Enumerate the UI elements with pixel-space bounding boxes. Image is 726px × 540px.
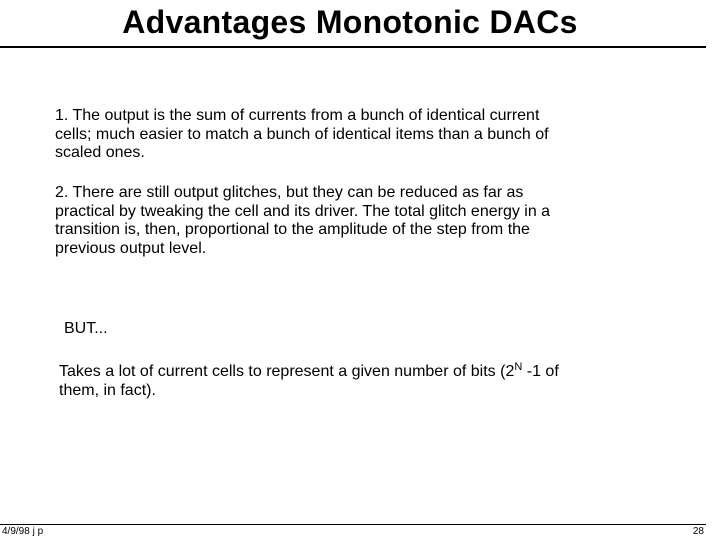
paragraph-2-line: transition is, then, proportional to the amplitude of the step from the — [55, 221, 530, 239]
superscript-n: N — [514, 361, 523, 373]
paragraph-4-line-2: them, in fact). — [59, 381, 156, 399]
paragraph-1-line: scaled ones. — [55, 144, 145, 162]
paragraph-4 — [59, 363, 559, 400]
paragraph-1-line: 1. The output is the sum of currents from a bunch of identical current — [55, 107, 540, 124]
paragraph-1-line: cells; much easier to match a bunch of identical items than a bunch of — [55, 125, 549, 143]
paragraph-4-text-b: -1 of — [522, 363, 559, 380]
page-number: 28 — [692, 526, 704, 537]
paragraph-4-line-1 — [59, 363, 559, 382]
but-label: BUT... — [64, 320, 108, 337]
footer-date-author: 4/9/98 j p — [2, 526, 44, 537]
footer-divider — [0, 524, 706, 525]
paragraph-2-line: 2. There are still output glitches, but they can be reduced as far as — [55, 184, 524, 201]
slide-title: Advantages Monotonic DACs — [122, 4, 578, 40]
paragraph-1 — [55, 107, 549, 163]
paragraph-2-line: previous output level. — [55, 240, 207, 258]
title-divider — [0, 46, 706, 48]
paragraph-4-text-a: Takes a lot of current cells to represent a given number of bits (2 — [59, 363, 515, 380]
paragraph-2-line: practical by tweaking the cell and its driver. The total glitch energy in a — [55, 202, 551, 220]
paragraph-2 — [55, 184, 550, 259]
